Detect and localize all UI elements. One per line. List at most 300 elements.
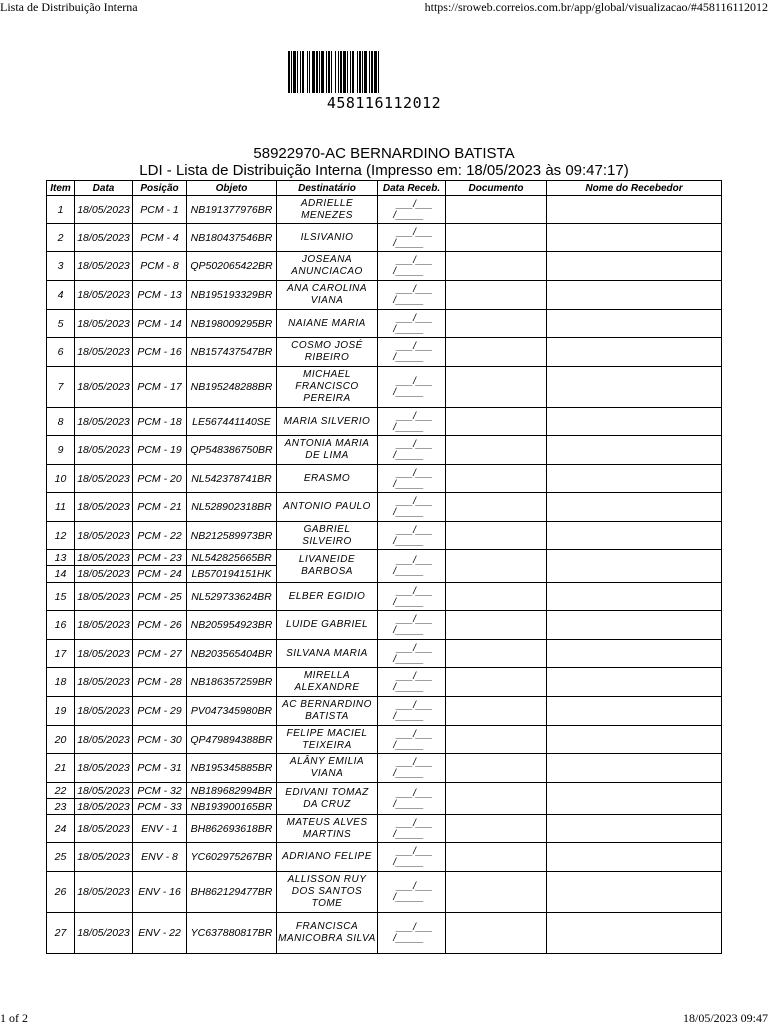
date-cell: 18/05/2023 — [75, 408, 133, 436]
object-cell: NL529733624BR — [187, 583, 277, 611]
document-subtitle: LDI - Lista de Distribuição Interna (Impresso em: 18/05/2023 às 09:47:17) — [139, 162, 629, 179]
item-cell: 6 — [47, 338, 75, 367]
position-cell: PCM - 8 — [133, 252, 187, 281]
object-cell: NB180437546BR — [187, 224, 277, 252]
date-cell: 18/05/2023 — [75, 310, 133, 338]
col-header-nome-recebedor: Nome do Recebedor — [547, 181, 722, 196]
table-row — [47, 436, 722, 465]
receipt-date-cell — [378, 338, 446, 367]
table-row — [47, 493, 722, 522]
barcode-bar — [309, 51, 310, 93]
object-cell: YC637880817BR — [187, 913, 277, 954]
table-row — [47, 465, 722, 493]
item-cell: 21 — [47, 754, 75, 783]
date-cell: 18/05/2023 — [75, 367, 133, 408]
receipt-date-line-1: ___/___ — [396, 439, 433, 450]
table-row — [47, 224, 722, 252]
receipt-date-line-1: ___/___ — [396, 728, 433, 740]
table-row — [47, 550, 722, 566]
barcode-bar — [362, 51, 363, 93]
document-cell — [446, 668, 547, 697]
table-row — [47, 367, 722, 408]
recipient-cell: ALÂNY EMILIA VIANA — [277, 754, 378, 783]
receipt-date-line-1: ___/___ — [396, 555, 433, 566]
document-cell — [446, 338, 547, 367]
item-cell: 14 — [47, 566, 75, 583]
document-cell — [446, 913, 547, 954]
receipt-date-cell — [378, 640, 446, 668]
recipient-cell: JOSEANA ANUNCIACAO — [277, 252, 378, 281]
recipient-cell: ILSIVANIO — [277, 224, 378, 252]
document-cell — [446, 611, 547, 640]
table-row — [47, 697, 722, 726]
document-cell — [446, 196, 547, 224]
date-cell: 18/05/2023 — [75, 611, 133, 640]
object-cell: QP548386750BR — [187, 436, 277, 465]
receiver-name-cell — [547, 726, 722, 754]
position-cell: PCM - 1 — [133, 196, 187, 224]
receipt-date-cell — [378, 668, 446, 697]
document-cell — [446, 583, 547, 611]
receipt-date-line-1: ___/___ — [396, 255, 433, 266]
unit-title: 58922970-AC BERNARDINO BATISTA — [253, 145, 515, 162]
receipt-date-cell — [378, 872, 446, 913]
position-cell: PCM - 26 — [133, 611, 187, 640]
item-cell: 4 — [47, 281, 75, 310]
recipient-cell: ADRIELLE MENEZES — [277, 196, 378, 224]
document-cell — [446, 493, 547, 522]
table-header-row — [47, 181, 722, 196]
date-cell: 18/05/2023 — [75, 436, 133, 465]
receipt-date-line-2: /_____ — [393, 798, 424, 810]
table-row — [47, 522, 722, 550]
table-row — [47, 583, 722, 611]
receipt-date-cell — [378, 465, 446, 493]
date-cell: 18/05/2023 — [75, 640, 133, 668]
recipient-cell: EDIVANI TOMAZ DA CRUZ — [277, 783, 378, 815]
receipt-date-cell — [378, 913, 446, 954]
receiver-name-cell — [547, 338, 722, 367]
recipient-cell: COSMO JOSÉ RIBEIRO — [277, 338, 378, 367]
receiver-name-cell — [547, 465, 722, 493]
barcode-bar — [288, 51, 290, 93]
position-cell: PCM - 28 — [133, 668, 187, 697]
col-header-objeto: Objeto — [187, 181, 277, 196]
receiver-name-cell — [547, 196, 722, 224]
receipt-date-line-2: /_____ — [393, 450, 424, 461]
position-cell: PCM - 14 — [133, 310, 187, 338]
barcode-bar — [297, 51, 298, 93]
object-cell: NB198009295BR — [187, 310, 277, 338]
item-cell: 13 — [47, 550, 75, 566]
table-row — [47, 196, 722, 224]
table-row — [47, 913, 722, 954]
receiver-name-cell — [547, 224, 722, 252]
table-row — [47, 815, 722, 843]
table-row — [47, 872, 722, 913]
table-row — [47, 310, 722, 338]
recipient-cell: AC BERNARDINO BATISTA — [277, 697, 378, 726]
receipt-date-line-2: /_____ — [393, 653, 424, 665]
receipt-date-line-1: ___/___ — [396, 312, 433, 324]
receipt-date-line-1: ___/___ — [396, 198, 433, 210]
item-cell: 7 — [47, 367, 75, 408]
receipt-date-line-1: ___/___ — [396, 376, 433, 387]
distribution-table — [46, 180, 722, 954]
receipt-date-line-1: ___/___ — [396, 496, 433, 507]
item-cell: 19 — [47, 697, 75, 726]
receiver-name-cell — [547, 310, 722, 338]
barcode-bar — [307, 51, 308, 93]
date-cell: 18/05/2023 — [75, 668, 133, 697]
receipt-date-cell — [378, 754, 446, 783]
receiver-name-cell — [547, 252, 722, 281]
date-cell: 18/05/2023 — [75, 338, 133, 367]
col-header-documento: Documento — [446, 181, 547, 196]
table-row — [47, 640, 722, 668]
document-cell — [446, 872, 547, 913]
recipient-cell: LIVANEIDE BARBOSA — [277, 550, 378, 583]
receipt-date-line-2: /_____ — [393, 237, 424, 249]
receipt-date-line-2: /_____ — [393, 295, 424, 306]
recipient-cell: ELBER EGIDIO — [277, 583, 378, 611]
position-cell: ENV - 22 — [133, 913, 187, 954]
document-cell — [446, 281, 547, 310]
receipt-date-line-1: ___/___ — [396, 817, 433, 829]
barcode-bar — [343, 51, 346, 93]
position-cell: PCM - 25 — [133, 583, 187, 611]
receiver-name-cell — [547, 913, 722, 954]
receipt-date-line-1: ___/___ — [396, 284, 433, 295]
object-cell: NB193900165BR — [187, 799, 277, 815]
position-cell: PCM - 22 — [133, 522, 187, 550]
position-cell: PCM - 20 — [133, 465, 187, 493]
receipt-date-cell — [378, 522, 446, 550]
receipt-date-line-2: /_____ — [393, 566, 424, 577]
object-cell: NB195345885BR — [187, 754, 277, 783]
receipt-date-line-2: /_____ — [393, 828, 424, 840]
item-cell: 23 — [47, 799, 75, 815]
document-cell — [446, 640, 547, 668]
recipient-cell: ANA CAROLINA VIANA — [277, 281, 378, 310]
receipt-date-line-2: /_____ — [393, 209, 424, 221]
receipt-date-cell — [378, 843, 446, 872]
receipt-date-line-1: ___/___ — [396, 410, 433, 422]
date-cell: 18/05/2023 — [75, 465, 133, 493]
document-cell — [446, 783, 547, 815]
object-cell: NB191377976BR — [187, 196, 277, 224]
barcode-bar — [312, 51, 315, 93]
item-cell: 18 — [47, 668, 75, 697]
document-cell — [446, 310, 547, 338]
barcode-bar — [291, 51, 292, 93]
position-cell: PCM - 27 — [133, 640, 187, 668]
receiver-name-cell — [547, 783, 722, 815]
date-cell: 18/05/2023 — [75, 583, 133, 611]
receipt-date-line-2: /_____ — [393, 711, 424, 722]
receipt-date-line-1: ___/___ — [396, 671, 433, 682]
receiver-name-cell — [547, 872, 722, 913]
receipt-date-cell — [378, 310, 446, 338]
position-cell: PCM - 13 — [133, 281, 187, 310]
barcode-bar — [293, 51, 296, 93]
receipt-date-line-2: /_____ — [393, 266, 424, 277]
barcode-bar — [331, 51, 332, 93]
receipt-date-line-2: /_____ — [393, 625, 424, 636]
object-cell: YC602975267BR — [187, 843, 277, 872]
recipient-cell: ANTONIA MARIA DE LIMA — [277, 436, 378, 465]
recipient-cell: MATEUS ALVES MARTINS — [277, 815, 378, 843]
receipt-date-cell — [378, 408, 446, 436]
recipient-cell: ANTONIO PAULO — [277, 493, 378, 522]
receipt-date-line-1: ___/___ — [396, 700, 433, 711]
receipt-date-cell — [378, 726, 446, 754]
object-cell: NB195248288BR — [187, 367, 277, 408]
position-cell: PCM - 17 — [133, 367, 187, 408]
recipient-cell: MARIA SILVERIO — [277, 408, 378, 436]
table-row — [47, 408, 722, 436]
receiver-name-cell — [547, 843, 722, 872]
date-cell: 18/05/2023 — [75, 281, 133, 310]
receipt-date-line-1: ___/___ — [396, 642, 433, 654]
date-cell: 18/05/2023 — [75, 697, 133, 726]
date-cell: 18/05/2023 — [75, 783, 133, 799]
table-row — [47, 668, 722, 697]
receipt-date-line-2: /_____ — [393, 933, 424, 944]
object-cell: LB570194151HK — [187, 566, 277, 583]
recipient-cell: MIRELLA ALEXANDRE — [277, 668, 378, 697]
barcode-bar — [328, 51, 330, 93]
table-row — [47, 726, 722, 754]
receipt-date-cell — [378, 252, 446, 281]
barcode-bar — [319, 51, 320, 93]
col-header-posicao: Posição — [133, 181, 187, 196]
position-cell: PCM - 29 — [133, 697, 187, 726]
barcode-bar — [371, 51, 373, 93]
receiver-name-cell — [547, 522, 722, 550]
receipt-date-line-1: ___/___ — [396, 881, 433, 892]
barcode-bar — [369, 51, 370, 93]
receiver-name-cell — [547, 493, 722, 522]
document-cell — [446, 726, 547, 754]
receipt-date-line-1: ___/___ — [396, 341, 433, 352]
receiver-name-cell — [547, 611, 722, 640]
receipt-date-cell — [378, 196, 446, 224]
receipt-date-line-2: /_____ — [393, 352, 424, 363]
position-cell: PCM - 21 — [133, 493, 187, 522]
receipt-date-line-2: /_____ — [393, 739, 424, 751]
receipt-date-cell — [378, 815, 446, 843]
recipient-cell: SILVANA MARIA — [277, 640, 378, 668]
receipt-date-cell — [378, 281, 446, 310]
barcode-bar — [352, 51, 354, 93]
table-row — [47, 611, 722, 640]
table-row — [47, 281, 722, 310]
browser-page-title: Lista de Distribuição Interna — [0, 0, 138, 14]
barcode-bar — [340, 51, 342, 93]
document-cell — [446, 465, 547, 493]
item-cell: 25 — [47, 843, 75, 872]
receiver-name-cell — [547, 815, 722, 843]
document-cell — [446, 408, 547, 436]
receipt-date-line-1: ___/___ — [396, 524, 433, 536]
barcode-bar — [350, 51, 351, 93]
position-cell: PCM - 18 — [133, 408, 187, 436]
item-cell: 17 — [47, 640, 75, 668]
table-row — [47, 754, 722, 783]
receipt-date-line-1: ___/___ — [396, 846, 433, 857]
item-cell: 16 — [47, 611, 75, 640]
table-row — [47, 843, 722, 872]
receiver-name-cell — [547, 754, 722, 783]
receiver-name-cell — [547, 436, 722, 465]
object-cell: NB186357259BR — [187, 668, 277, 697]
item-cell: 12 — [47, 522, 75, 550]
document-cell — [446, 224, 547, 252]
object-cell: QP502065422BR — [187, 252, 277, 281]
barcode-bar — [357, 51, 358, 93]
receipt-date-line-2: /_____ — [393, 387, 424, 398]
print-datetime: 18/05/2023 09:47 — [682, 1011, 768, 1025]
receipt-date-cell — [378, 697, 446, 726]
recipient-cell: ADRIANO FELIPE — [277, 843, 378, 872]
item-cell: 5 — [47, 310, 75, 338]
position-cell: PCM - 4 — [133, 224, 187, 252]
receipt-date-cell — [378, 367, 446, 408]
position-cell: PCM - 19 — [133, 436, 187, 465]
receipt-date-line-2: /_____ — [393, 421, 424, 433]
receipt-date-cell — [378, 783, 446, 815]
object-cell: NB203565404BR — [187, 640, 277, 668]
receiver-name-cell — [547, 367, 722, 408]
object-cell: QP479894388BR — [187, 726, 277, 754]
position-cell: PCM - 24 — [133, 566, 187, 583]
barcode-bar — [326, 51, 327, 93]
position-cell: ENV - 1 — [133, 815, 187, 843]
object-cell: NL528902318BR — [187, 493, 277, 522]
receipt-date-line-2: /_____ — [393, 535, 424, 547]
barcode-bar — [321, 51, 324, 93]
item-cell: 11 — [47, 493, 75, 522]
receiver-name-cell — [547, 550, 722, 583]
recipient-cell: NAIANE MARIA — [277, 310, 378, 338]
barcode-bar — [302, 51, 304, 93]
position-cell: PCM - 33 — [133, 799, 187, 815]
document-cell — [446, 843, 547, 872]
date-cell: 18/05/2023 — [75, 872, 133, 913]
receiver-name-cell — [547, 668, 722, 697]
receipt-date-line-1: ___/___ — [396, 614, 433, 625]
date-cell: 18/05/2023 — [75, 754, 133, 783]
position-cell: PCM - 30 — [133, 726, 187, 754]
barcode-bar — [374, 51, 377, 93]
receipt-date-line-1: ___/___ — [396, 585, 433, 597]
document-cell — [446, 815, 547, 843]
position-cell: ENV - 8 — [133, 843, 187, 872]
document-cell — [446, 436, 547, 465]
position-cell: ENV - 16 — [133, 872, 187, 913]
barcode-bar — [338, 51, 339, 93]
table-row — [47, 783, 722, 799]
date-cell: 18/05/2023 — [75, 566, 133, 583]
item-cell: 10 — [47, 465, 75, 493]
object-cell: NL542825665BR — [187, 550, 277, 566]
barcode-bar — [364, 51, 367, 93]
receipt-date-line-1: ___/___ — [396, 226, 433, 238]
date-cell: 18/05/2023 — [75, 815, 133, 843]
barcode-bar — [335, 51, 336, 93]
object-cell: NB157437547BR — [187, 338, 277, 367]
receipt-date-line-1: ___/___ — [396, 757, 433, 768]
barcode-bar — [316, 51, 318, 93]
item-cell: 1 — [47, 196, 75, 224]
object-cell: NB205954923BR — [187, 611, 277, 640]
receipt-date-line-2: /_____ — [393, 323, 424, 335]
receipt-date-cell — [378, 436, 446, 465]
barcode-bar — [300, 51, 301, 93]
item-cell: 8 — [47, 408, 75, 436]
page-number: 1 of 2 — [0, 1011, 28, 1025]
document-cell — [446, 522, 547, 550]
recipient-cell: ALLISSON RUY DOS SANTOS TOME — [277, 872, 378, 913]
receipt-date-line-2: /_____ — [393, 768, 424, 779]
receipt-date-line-1: ___/___ — [396, 787, 433, 799]
date-cell: 18/05/2023 — [75, 196, 133, 224]
barcode-bar — [347, 51, 348, 93]
receiver-name-cell — [547, 640, 722, 668]
receiver-name-cell — [547, 583, 722, 611]
item-cell: 2 — [47, 224, 75, 252]
item-cell: 22 — [47, 783, 75, 799]
item-cell: 15 — [47, 583, 75, 611]
date-cell: 18/05/2023 — [75, 726, 133, 754]
object-cell: BH862693618BR — [187, 815, 277, 843]
recipient-cell: MICHAEL FRANCISCO PEREIRA — [277, 367, 378, 408]
receipt-date-cell — [378, 224, 446, 252]
date-cell: 18/05/2023 — [75, 843, 133, 872]
receiver-name-cell — [547, 281, 722, 310]
recipient-cell: FELIPE MACIEL TEIXEIRA — [277, 726, 378, 754]
barcode-image — [288, 51, 484, 93]
receipt-date-cell — [378, 550, 446, 583]
receipt-date-line-2: /_____ — [393, 478, 424, 490]
object-cell: LE567441140SE — [187, 408, 277, 436]
barcode-number: 458116112012 — [326, 94, 442, 112]
table-row — [47, 338, 722, 367]
browser-page-url: https://sroweb.correios.com.br/app/global/visualizacao/#458116112012 — [424, 0, 768, 14]
document-cell — [446, 697, 547, 726]
receipt-date-cell — [378, 583, 446, 611]
receiver-name-cell — [547, 408, 722, 436]
date-cell: 18/05/2023 — [75, 522, 133, 550]
receipt-date-line-2: /_____ — [393, 682, 424, 693]
item-cell: 3 — [47, 252, 75, 281]
col-header-destinatario: Destinatário — [277, 181, 378, 196]
item-cell: 20 — [47, 726, 75, 754]
recipient-cell: FRANCISCA MANICOBRA SILVA — [277, 913, 378, 954]
position-cell: PCM - 16 — [133, 338, 187, 367]
receipt-date-line-2: /_____ — [393, 507, 424, 518]
document-cell — [446, 754, 547, 783]
item-cell: 24 — [47, 815, 75, 843]
receipt-date-cell — [378, 493, 446, 522]
recipient-cell: GABRIEL SILVEIRO — [277, 522, 378, 550]
object-cell: BH862129477BR — [187, 872, 277, 913]
receipt-date-line-2: /_____ — [393, 596, 424, 608]
date-cell: 18/05/2023 — [75, 224, 133, 252]
barcode-bar — [378, 51, 379, 93]
date-cell: 18/05/2023 — [75, 913, 133, 954]
